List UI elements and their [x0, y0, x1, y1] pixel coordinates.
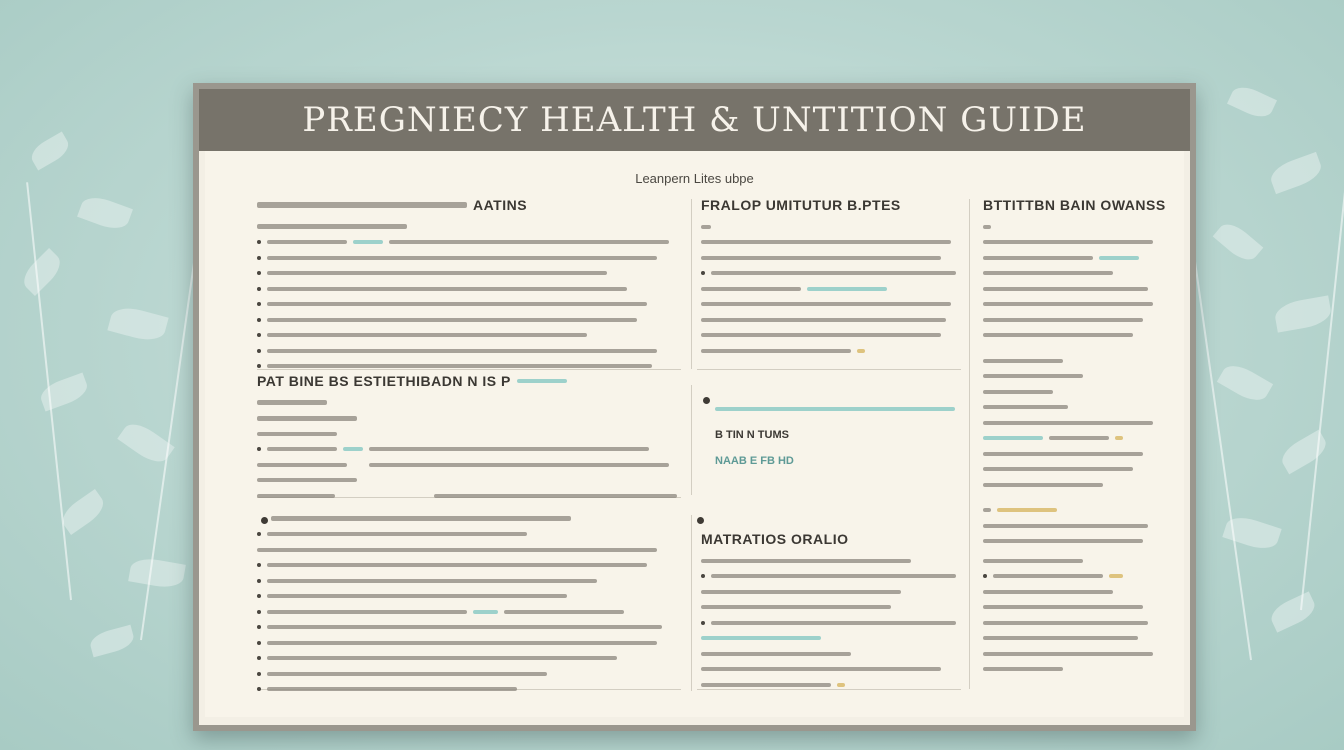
list-item — [983, 328, 1183, 344]
list-item — [983, 415, 1183, 431]
list-item — [983, 534, 1183, 550]
section-fralop — [701, 197, 963, 359]
list-item — [257, 235, 677, 251]
list-item — [257, 604, 677, 620]
section-title: FRALOP UMITUTUR B.PTES — [701, 197, 901, 213]
list-item — [983, 569, 1183, 585]
list-item — [983, 646, 1183, 662]
list-item — [257, 589, 677, 605]
list-item — [701, 266, 963, 282]
list-item — [701, 584, 963, 600]
middle-label-a: B TIN N TUMS — [715, 428, 789, 441]
list-item — [983, 400, 1183, 416]
middle-label-b: NAAB E FB HD — [715, 454, 794, 467]
list-item — [701, 631, 963, 647]
list-item — [257, 457, 677, 473]
list-item — [257, 297, 677, 313]
section-left-bottom — [257, 511, 677, 697]
list-item — [257, 558, 677, 574]
list-item — [257, 527, 677, 543]
section-aatins — [257, 197, 677, 374]
section-bttittbn — [983, 197, 1183, 677]
list-item — [701, 600, 963, 616]
section-pat-bine — [257, 373, 677, 504]
list-item — [257, 573, 677, 589]
list-item — [701, 312, 963, 328]
list-item — [257, 343, 677, 359]
list-item — [701, 662, 963, 678]
list-item — [983, 431, 1183, 447]
section-title: PAT BINE BS ESTIETHIBADN N IS P — [257, 373, 511, 389]
list-item — [257, 488, 677, 504]
list-item — [257, 651, 677, 667]
list-item — [983, 235, 1183, 251]
poster-subtitle: Leanpern Lites ubpe — [635, 171, 754, 186]
list-item — [983, 266, 1183, 282]
list-item — [257, 666, 677, 682]
list-item — [701, 569, 963, 585]
list-item — [983, 281, 1183, 297]
section-title: AATINS — [473, 197, 528, 213]
list-item — [983, 477, 1183, 493]
poster-title: PREGNIECY HEALTH & UNTITION GUIDE — [302, 100, 1087, 140]
list-item — [983, 631, 1183, 647]
list-item — [983, 584, 1183, 600]
list-item — [257, 281, 677, 297]
poster-sheet — [205, 151, 1184, 717]
list-item — [701, 235, 963, 251]
list-item — [701, 615, 963, 631]
section-middle — [715, 401, 963, 467]
list-item — [257, 542, 677, 558]
list-item — [701, 343, 963, 359]
poster-frame — [193, 83, 1196, 731]
list-item — [257, 635, 677, 651]
list-item — [701, 646, 963, 662]
list-item — [983, 250, 1183, 266]
divider — [691, 199, 692, 369]
list-item — [701, 297, 963, 313]
divider — [691, 385, 692, 495]
divider — [969, 199, 970, 689]
section-title: MATRATIOS ORALIO — [701, 531, 849, 547]
marker-dot — [703, 397, 710, 404]
list-item — [983, 462, 1183, 478]
marker-dot — [697, 517, 704, 524]
list-item — [701, 328, 963, 344]
list-item — [257, 473, 677, 489]
list-item — [983, 297, 1183, 313]
list-item — [257, 620, 677, 636]
title-banner — [199, 89, 1190, 151]
list-item — [983, 615, 1183, 631]
list-item — [257, 312, 677, 328]
list-item — [983, 503, 1183, 519]
list-item — [257, 359, 677, 375]
list-item — [983, 553, 1183, 569]
list-item — [983, 600, 1183, 616]
list-item — [257, 426, 677, 442]
list-item — [257, 250, 677, 266]
list-item — [701, 281, 963, 297]
list-item — [983, 518, 1183, 534]
list-item — [983, 369, 1183, 385]
section-title: BTTITTBN BAIN OWANSS — [983, 197, 1166, 213]
list-item — [257, 266, 677, 282]
divider — [691, 515, 692, 691]
list-item — [701, 250, 963, 266]
list-item — [983, 446, 1183, 462]
list-item — [257, 328, 677, 344]
divider — [697, 369, 961, 370]
list-item — [983, 353, 1183, 369]
list-item — [983, 662, 1183, 678]
list-item — [983, 384, 1183, 400]
list-item — [701, 677, 963, 693]
section-matratios — [701, 531, 963, 693]
list-item — [257, 682, 677, 698]
list-item — [701, 553, 963, 569]
list-item — [257, 442, 677, 458]
list-item — [983, 312, 1183, 328]
